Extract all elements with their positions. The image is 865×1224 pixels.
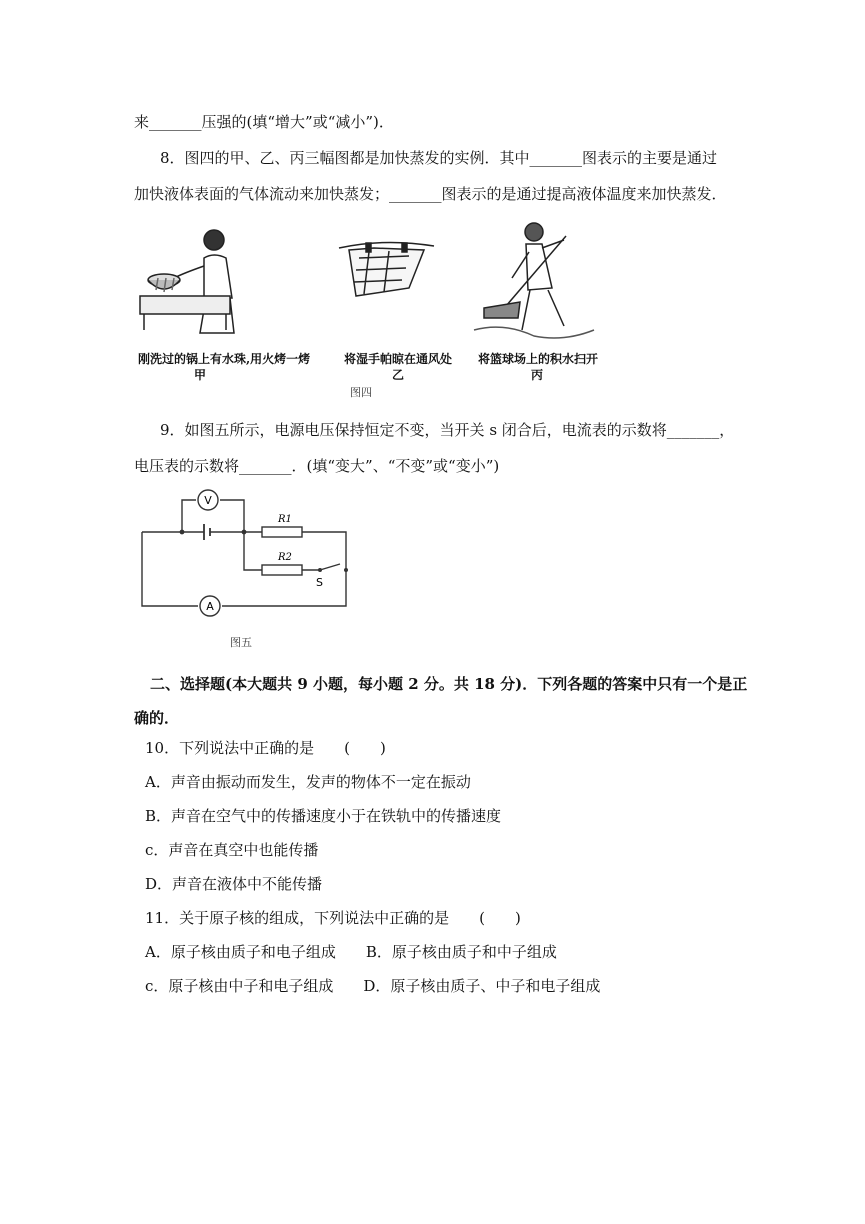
figure-5-title: 图五 xyxy=(230,636,252,649)
question-10-option-c: c．声音在真空中也能传播 xyxy=(145,841,319,859)
question-10-option-d: D．声音在液体中不能传播 xyxy=(145,875,323,893)
question-11: 11．关于原子核的组成，下列说法中正确的是 ( ) xyxy=(145,909,521,927)
question-8: 8．图四的甲、乙、丙三幅图都是加快蒸发的实例．其中_______图表示的主要是通过 xyxy=(160,149,718,167)
section-2-heading-cont: 确的． xyxy=(134,709,180,727)
figure-4 xyxy=(134,218,604,403)
figure-4-yi-illustration xyxy=(339,242,434,296)
question-9-cont: 电压表的示数将_______．(填“变大”、“不变”或“变小”) xyxy=(134,457,500,475)
r1-label: R1 xyxy=(278,514,292,525)
caption-bing: 将篮球场上的积水扫开 xyxy=(478,352,599,366)
ammeter-label: A xyxy=(206,600,214,613)
r2-label: R2 xyxy=(278,552,292,563)
question-10-option-b: B．声音在空气中的传播速度小于在铁轨中的传播速度 xyxy=(145,807,502,825)
label-jia: 甲 xyxy=(194,368,207,382)
section-2-heading: 二、选择题(本大题共 9 小题，每小题 2 分。共 18 分)．下列各题的答案中只有一个是正 xyxy=(150,675,748,693)
figure-5 xyxy=(134,488,360,656)
switch-label: S xyxy=(316,576,323,589)
figure-4-jia-illustration xyxy=(140,230,234,333)
caption-jia: 刚洗过的锅上有水珠,用火烤一烤 xyxy=(138,352,311,366)
text-line-1: 来_______压强的(填“增大”或“减小”)． xyxy=(134,113,394,131)
question-11-options-ab: A．原子核由质子和电子组成 B．原子核由质子和中子组成 xyxy=(145,943,557,961)
question-9: 9．如图五所示，电源电压保持恒定不变，当开关 s 闭合后，电流表的示数将_______， xyxy=(160,421,735,439)
question-11-options-cd: c．原子核由中子和电子组成 D．原子核由质子、中子和电子组成 xyxy=(145,977,601,995)
label-yi: 乙 xyxy=(392,368,405,382)
figure-4-title: 图四 xyxy=(350,386,372,399)
question-10-option-a: A．声音由振动而发生，发声的物体不一定在振动 xyxy=(145,773,471,791)
question-8-cont: 加快液体表面的气体流动来加快蒸发；_______图表示的是通过提高液体温度来加快蒸发． xyxy=(134,185,727,203)
question-10: 10．下列说法中正确的是 ( ) xyxy=(145,739,386,757)
figure-4-bing-illustration xyxy=(474,223,594,338)
label-bing: 丙 xyxy=(531,368,544,382)
voltmeter-label: V xyxy=(204,494,212,507)
circuit-diagram xyxy=(134,488,360,656)
caption-yi: 将湿手帕晾在通风处 xyxy=(344,352,453,366)
